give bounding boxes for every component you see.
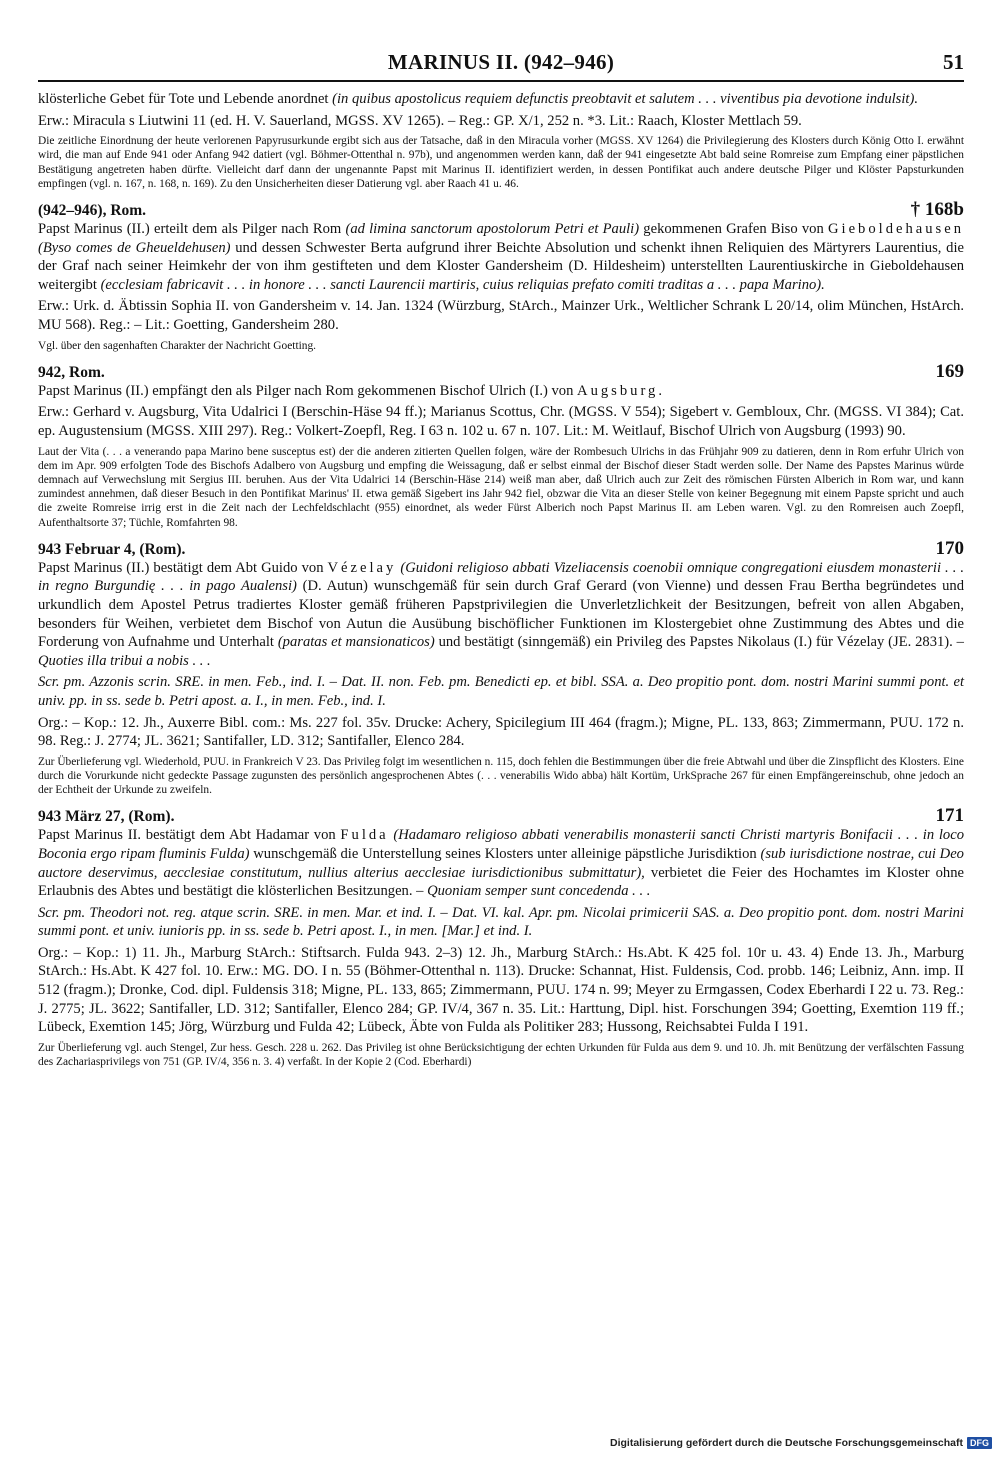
dfg-logo: DFG bbox=[967, 1437, 992, 1449]
entry-169 bbox=[38, 362, 964, 530]
entry-note: Vgl. über den sagenhaften Charakter der Nachricht Goetting. bbox=[38, 339, 317, 352]
footer-text: Digitalisierung gefördert durch die Deutsche Forschungsgemeinschaft bbox=[610, 1437, 963, 1449]
entry-note: Zur Überlieferung vgl. Wiederhold, PUU. in Frankreich V 23. Das Privileg folgt im wesentlichen n. 115, doch fehlen die Bestimmungen über die freie Abtwahl und über die Zinspflicht des Klosters. Eine durch die Vorurkunde nicht gedeckte Passage zugunsten des persönlich angesprochenen Abtes (. . . venerabilis Wido abba) hält Kortüm, UrkSprache 267 für einen Empfängereinschub, ohne jedoch an der Echtheit der Urkunde zu zweifeln. bbox=[38, 755, 964, 797]
header-title: MARINUS II. (942–946) bbox=[387, 50, 615, 74]
entry-170 bbox=[38, 539, 964, 798]
entry-erw: Erw.: Gerhard v. Augsburg, Vita Udalrici I (Berschin-Häse 94 ff.); Marianus Scottus, Chr. (MGSS. V 554); Sigebert v. Gembloux, Chr. (MGSS. VI 384); Cat. ep. Augustensium (MGSS. XIII 297). Reg.: Volkert-Zoepfl, Reg. I 63 n. 102 u. 67 n. 107. Lit.: M. Weitlauf, Bischof Ulrich von Augsburg (1993) 90. bbox=[38, 404, 964, 439]
digitization-footer bbox=[610, 1437, 992, 1449]
entry-erw: Erw.: Urk. d. Äbtissin Sophia II. von Gandersheim v. 14. Jan. 1324 (Würzburg, StArch., Mainzer Urk., Weltlicher Schrank L 20/14, olim München, HstArch. MU 568). Reg.: – Lit.: Goetting, Gandersheim 280. bbox=[38, 298, 964, 333]
entry-org: Org.: – Kop.: 1) 11. Jh., Marburg StArch.: Stiftsarch. Fulda 943. 2–3) 12. Jh., Marburg StArch.: Hs.Abt. K 425 fol. 10r u. 43. 4) Ende 13. Jh., Marburg StArch.: Hs.Abt. K 427 fol. 10. Erw.: MG. DO. I n. 55 (Böhmer-Ottenthal n. 113). Drucke: Schannat, Hist. Fuldensis, Cod. probb. 146; Leibniz, Ann. imp. II 512 (fragm.); Dronke, Cod. dipl. Fuldensis 318; Migne, PL. 133, 865; Zimmermann, PUU. 174 n. 99; Meyer zu Ermgassen, Codex Eberhardi I 22 u. 73. Reg.: J. 2775; JL. 3622; Santifaller, LD. 312; Santifaller, Elenco 284; GP. IV/4, 367 n. 35. Lit.: Harttung, Dipl. hist. Forschungen 394; Goetting, Exemtion 119 ff.; Lübeck, Exemtion 145; Jörg, Würzburg und Fulda 42; Lübeck, Äbte von Fulda als Politiker 283; Hussong, Reichsabtei Fulda I 191. bbox=[38, 944, 964, 1036]
entry-heading bbox=[38, 539, 964, 559]
entry-date: 943 Februar 4, (Rom). bbox=[38, 540, 186, 558]
entry-regest: Papst Marinus II. bestätigt dem Abt Hadamar von Fulda (Hadamaro religioso abbati venerabilis monasterii sancti Christi martyris Bonifacii . . . in loco Boconia ergo ripam fluminis Fulda) wunschgemäß die Unterstellung seines Klosters unter alleinige päpstliche Jurisdiktion (sub iurisdictione nostrae, cui Deo auctore deservimus, aecclesiae constitutum, nullius alterius aecclesiae iurisdictionibus submittatur), verbietet die Feier des Hochamtes im Kloster ohne Erlaubnis des Abtes und bestätigt die klösterlichen Besitzungen. – Quoniam semper sunt concedenda . . . bbox=[38, 827, 964, 900]
document-page bbox=[38, 48, 964, 1069]
entry-date: 943 März 27, (Rom). bbox=[38, 808, 175, 826]
entry-168b bbox=[38, 200, 964, 353]
intro-text: klösterliche Gebet für Tote und Lebende anordnet (in quibus apostolicus requiem defunctis preobtavit et salutem . . . viventibus pia devotione indulsit). bbox=[38, 91, 918, 107]
entry-regest: Papst Marinus (II.) erteilt dem als Pilger nach Rom (ad limina sanctorum apostolorum Petri et Pauli) gekommenen Grafen Biso von Gieboldehausen (Byso comes de Gheueldehusen) und dessen Schwester Berta aufgrund ihrer Beichte Absolution und schenkt ihnen Reliquien des Märtyrers Laurentius, die der Graf nach seiner Heimkehr der von ihm gestifteten und dem Kloster Gandersheim (D. Hildesheim) unterstellten Laurentiuskirche in Gieboldehausen weitergibt (ecclesiam fabricavit . . . in honore . . . sancti Laurencii martiris, cuius reliquias prefato comiti traditas a . . . papa Marino). bbox=[38, 221, 964, 293]
intro-erw: Erw.: Miracula s Liutwini 11 (ed. H. V. Sauerland, MGSS. XV 1265). – Reg.: GP. X/1, 252 n. *3. Lit.: Raach, Kloster Mettlach 59. bbox=[38, 112, 802, 129]
entry-number: 171 bbox=[935, 805, 964, 827]
entry-number: 169 bbox=[935, 360, 964, 382]
entry-note: Zur Überlieferung vgl. auch Stengel, Zur hess. Gesch. 228 u. 262. Das Privileg ist ohne Berücksichtigung der echten Urkunden für Fulda aus dem 9. und 10. Jh. mit Benützung der verfälschten Fassung des Zachariasprivilegs von 751 (GP. IV/4, 356 n. 3. 4) verfaßt. In der Kopie 2 (Cod. Eberhardi) bbox=[38, 1041, 964, 1069]
page-number: 51 bbox=[943, 50, 964, 74]
entry-scr: Scr. pm. Azzonis scrin. SRE. in men. Feb., ind. I. – Dat. II. non. Feb. pm. Benedicti ep. et bibl. SSA. a. Deo propitio pont. dom. nostri Marini summi pont. et univ. pp. in ss. sede b. Petri apost. a. I., in men. Feb., ind. I. bbox=[38, 674, 964, 709]
entry-scr: Scr. pm. Theodori not. reg. atque scrin. SRE. in men. Mar. et ind. I. – Dat. VI. kal. Apr. pm. Nicolai primicerii SAS. a. Deo propitio pont. dom. nostri Marini summi pont. et univ. iunioris pp. in ss. sede b. Petri apost. I., in men. [Mar.] et ind. I. bbox=[38, 904, 964, 940]
running-header bbox=[38, 48, 964, 82]
intro-note: Die zeitliche Einordnung der heute verlorenen Papyrusurkunde ergibt sich aus der Tatsache, daß in den Miracula vorher (MGSS. XV 1264) die Privilegierung des Klosters durch König Otto I. erwähnt wird, die man auf Ende 941 oder Anfang 942 datiert (vgl. Böhmer-Ottenthal n. 97b), und angenommen werden kann, daß der 941 eingesetzte Abt bald seine Romreise zum Empfang einer päpstlichen Bestätigung angetreten haben dürfte. Vielleicht darf dann der ungenannte Papst mit Marinus II. identifiziert werden, in dessen Pontifikat auch andere deutsche Pilger und Klöster Papsturkunden empfingen (vgl. n. 167, n. 168, n. 169). Zu den Unsicherheiten dieser Datierung vgl. aber Raach 41 u. 46. bbox=[38, 135, 964, 190]
entry-date: 942, Rom. bbox=[38, 363, 105, 381]
entry-number: 170 bbox=[935, 537, 964, 559]
entry-note: Laut der Vita (. . . a venerando papa Marino bene susceptus est) der die anderen zitierten Quellen folgen, wäre der Rombesuch Ulrichs in das Frühjahr 909 zu datieren, denn in Rom erfuhr Ulrich von dem im Apr. 909 erfolgten Tode des Bischofs Adalbero von Augsburg und empfing die Weissagung, daß er selbst einmal der Bischof dieser Stadt werden solle. Der Name des Papstes Marinus würde demnach auf Verwechslung mit Sergius III. beruhen. Aus der Vita Udalrici 14 (Berschin-Häse 214) weiß man aber, daß Ulrich auch zur Zeit des römischen Fürsten Alberich in Rom war, und kann zumindest annehmen, daß dieser Besuch in den Pontifikat Marinus' II. etwa gemäß Sigebert ins Jahr 942 fiel, obzwar die Vita an dieser Stelle von keiner Begegnung mit einem Papste spricht und auch die zweite Romreise irrig erst in die Zeit nach der Lechfeldschlacht (955) einordnet, als weder Fürst Alberich noch Papst Marinus II. am Leben waren. Vgl. zu den Romreisen auch Zoepfl, Aufenthaltsorte 37; Tüchle, Romfahrten 98. bbox=[38, 445, 964, 529]
entry-date: (942–946), Rom. bbox=[38, 202, 147, 219]
entry-regest: Papst Marinus (II.) empfängt den als Pilger nach Rom gekommenen Bischof Ulrich (I.) von Augsburg. bbox=[38, 382, 663, 399]
entry-heading bbox=[38, 200, 964, 220]
intro-continuation bbox=[38, 90, 964, 191]
entry-heading bbox=[38, 806, 964, 826]
entry-heading bbox=[38, 362, 964, 382]
entry-171 bbox=[38, 806, 964, 1069]
entry-number: † 168b bbox=[910, 199, 964, 220]
entry-regest: Papst Marinus (II.) bestätigt dem Abt Guido von Vézelay (Guidoni religioso abbati Vizeliacensis coenobii omnique congregationi eiusdem monasterii . . . in regno Burgundię . . . in pago Aualensi) (D. Autun) wunschgemäß für sein durch Graf Gerard (von Vienne) und dessen Frau Bertha begründetes und urkundlich dem Apostel Petrus tradiertes Kloster gemäß früheren Papstprivilegien die Unverletzlichkeit der Besitzungen, befreit von allen Abgaben, besonders für Weihen, verbietet dem Bischof von Autun die Ausübung bischöflicher Funktionen im Klostergebiet ohne Zustimmung des Abtes und die Forderung von Aufnahme und Unterhalt (paratas et mansionaticos) und bestätigt (sinngemäß) ein Privileg des Papstes Nikolaus (I.) für Vézelay (JE. 2831). – Quoties illa tribui a nobis . . . bbox=[38, 559, 965, 669]
entry-org: Org.: – Kop.: 12. Jh., Auxerre Bibl. com.: Ms. 227 fol. 35v. Drucke: Achery, Spicilegium III 464 (fragm.); Migne, PL. 133, 863; Zimmermann, PUU. 172 n. 98. Reg.: J. 2774; JL. 3621; Santifaller, LD. 312; Santifaller, Elenco 284. bbox=[38, 714, 964, 750]
